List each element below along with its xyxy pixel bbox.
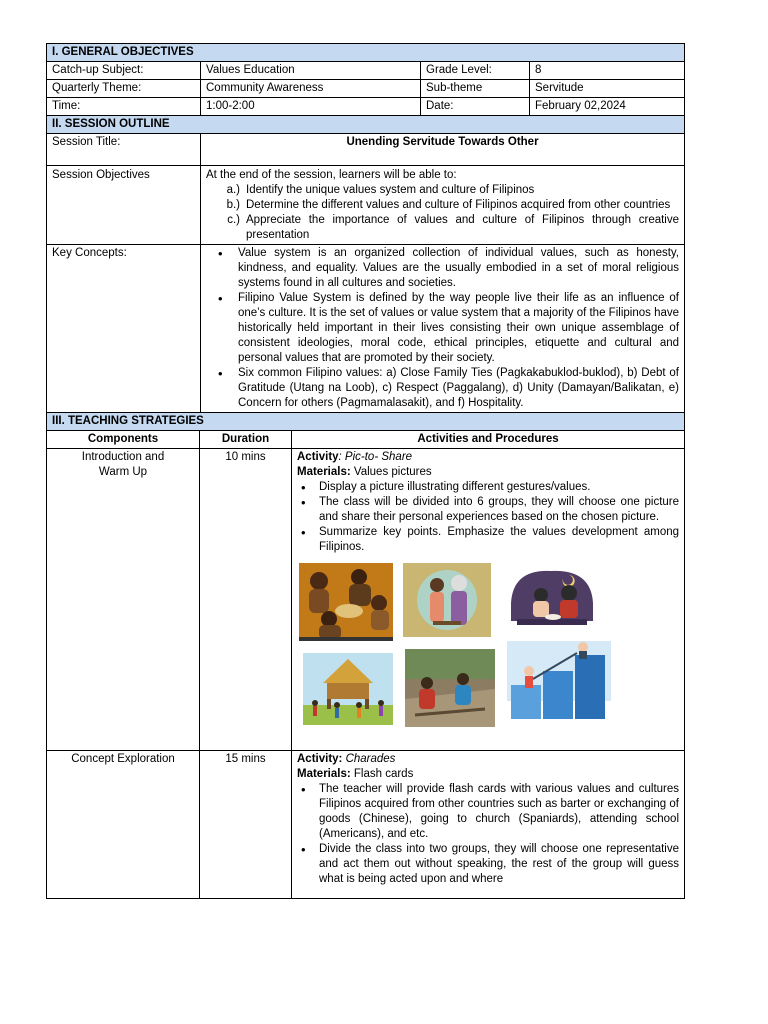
column-header-components: Components (47, 431, 200, 449)
info-value: Community Awareness (201, 80, 421, 98)
info-value: Servitude (530, 80, 685, 98)
list-marker: b.) (226, 199, 240, 211)
picture-helping (405, 649, 495, 727)
info-label: Time: (47, 98, 201, 116)
table-row (47, 751, 685, 899)
activity-line (297, 450, 679, 465)
list-item: • Summarize key points. Emphasize the values development among Filipinos. (319, 525, 679, 555)
materials-value: Values pictures (350, 466, 432, 478)
list-item (206, 213, 679, 243)
activities-cell (292, 751, 685, 899)
list-item (206, 198, 679, 213)
activity-value: : Pic-to- Share (338, 451, 413, 463)
list-text: Identify the unique values system and culture of Filipinos (246, 184, 535, 196)
activity-label: Activity: (297, 753, 343, 765)
info-value: 8 (530, 62, 685, 80)
list-item: • Filipino Value System is defined by the way people live their life as an influence of one’s culture. It is the set of values or value system that a majority of the Filipinos have historically held important in their lives consisting their own unique assemblage of consistent ideologies, moral code, ethical principles, etiquette and cultural and personal values that are promoted by their society. (238, 291, 679, 366)
info-label: Sub-theme (421, 80, 530, 98)
picture-teamwork (507, 641, 611, 721)
list-item: • The class will be divided into 6 groups, they will choose one picture and share their personal experiences based on the chosen picture. (319, 495, 679, 525)
key-concepts-label: Key Concepts: (47, 245, 201, 413)
info-value: February 02,2024 (530, 98, 685, 116)
list-item: • Six common Filipino values: a) Close Family Ties (Pagkakabuklod-buklod), b) Debt of Gratitude (Utang na Loob), c) Respect (Paggalang), d) Unity (Damayan/Balikatan, e) Concern for others (Pagmamalasakit), and f) Hospitality. (238, 366, 679, 411)
list-item: • Divide the class into two groups, they will choose one representative and act them out without speaking, the rest of the group will guess what is being acted upon and where (319, 842, 679, 887)
list-item: • Value system is an organized collection of individual values, such as honesty, kindness, and equality. Values are the usually embodied in a set of moral religious systems found in all cultures and societies. (238, 246, 679, 291)
procedure-list (297, 480, 679, 555)
table-row (47, 449, 685, 751)
session-outline-table (46, 115, 685, 413)
session-objectives-label: Session Objectives (47, 166, 201, 245)
procedure-list (297, 782, 679, 887)
component-cell: Concept Exploration (47, 751, 200, 899)
info-row (47, 98, 685, 116)
session-objectives-cell (201, 166, 685, 245)
session-title-value: Unending Servitude Towards Other (201, 134, 685, 166)
info-label: Grade Level: (421, 62, 530, 80)
info-value: Values Education (201, 62, 421, 80)
key-concepts-list (206, 246, 679, 411)
materials-line (297, 767, 679, 782)
activity-value: Charades (342, 753, 396, 765)
column-header-duration: Duration (200, 431, 292, 449)
info-label: Catch-up Subject: (47, 62, 201, 80)
list-item (206, 183, 679, 198)
picture-respect (403, 563, 491, 637)
objectives-list (206, 183, 679, 243)
lesson-plan-page (46, 43, 684, 899)
session-title-label: Session Title: (47, 134, 201, 166)
section-heading-strategies: III. TEACHING STRATEGIES (47, 413, 685, 431)
general-objectives-table (46, 43, 685, 116)
info-label: Date: (421, 98, 530, 116)
picture-bayanihan (303, 653, 393, 725)
activity-label: Activity (297, 451, 339, 463)
list-text: Determine the different values and culture of Filipinos acquired from other countries (246, 199, 671, 211)
materials-value: Flash cards (350, 768, 414, 780)
activity-line (297, 752, 679, 767)
column-header-activities: Activities and Procedures (292, 431, 685, 449)
duration-cell: 10 mins (200, 449, 292, 751)
picture-family-meal (503, 563, 601, 633)
component-cell: Introduction and Warm Up (47, 449, 200, 751)
section-heading-general: I. GENERAL OBJECTIVES (47, 44, 685, 62)
list-text: Appreciate the importance of values and culture of Filipinos through creative presentation (246, 214, 680, 241)
info-value: 1:00-2:00 (201, 98, 421, 116)
list-item: • Display a picture illustrating different gestures/values. (319, 480, 679, 495)
key-concepts-cell (201, 245, 685, 413)
materials-line (297, 465, 679, 480)
info-label: Quarterly Theme: (47, 80, 201, 98)
section-heading-outline: II. SESSION OUTLINE (47, 116, 685, 134)
list-marker: a.) (226, 184, 240, 196)
info-row (47, 62, 685, 80)
objectives-intro: At the end of the session, learners will be able to: (206, 169, 457, 181)
materials-label: Materials: (297, 768, 351, 780)
list-marker: c.) (227, 214, 240, 226)
duration-cell: 15 mins (200, 751, 292, 899)
teaching-strategies-table (46, 412, 685, 899)
materials-label: Materials: (297, 466, 351, 478)
picture-gathering (299, 563, 393, 641)
activities-cell (292, 449, 685, 751)
values-pictures (297, 559, 679, 727)
info-row (47, 80, 685, 98)
list-item: • The teacher will provide flash cards with various values and cultures Filipinos acquired from other countries such as barter or exchanging of goods (Chinese), going to church (Spaniards), attending school (Americans), and etc. (319, 782, 679, 842)
